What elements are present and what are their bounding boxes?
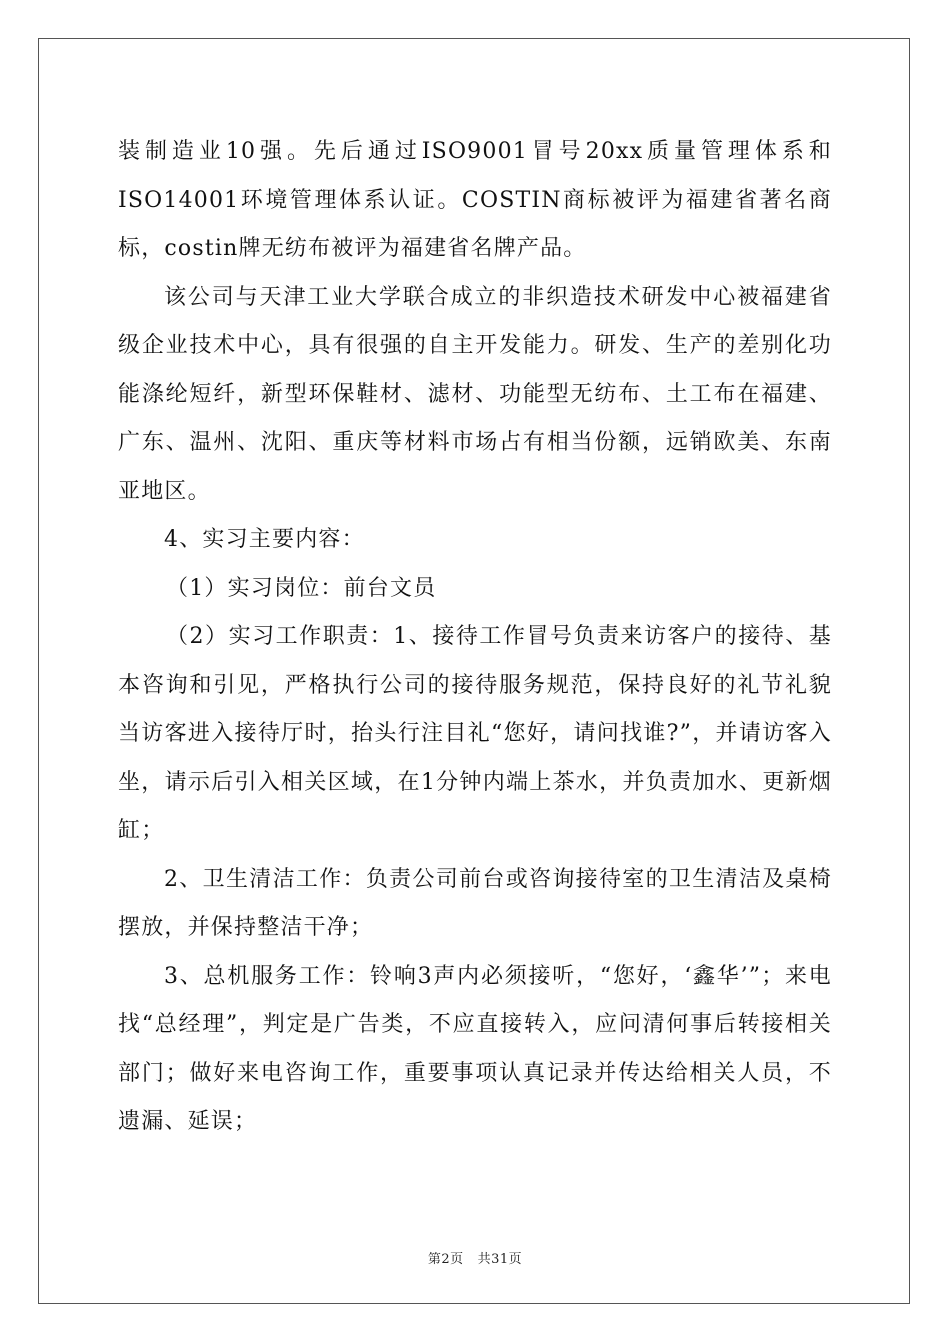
document-body: [118, 128, 832, 1147]
page-footer: [0, 1248, 950, 1267]
page-number: 第2页: [427, 1252, 464, 1267]
page-total: 共31页: [477, 1252, 523, 1267]
paragraph-5: （2）实习工作职责：1、接待工作冒号负责来访客户的接待、基本咨询和引见，严格执行公司的接待服务规范，保持良好的礼节礼貌当访客进入接待厅时，抬头行注目礼“您好，请问找谁?”，并请访客入坐，请示后引入相关区域，在1分钟内端上茶水，并负责加水、更新烟缸；: [118, 624, 832, 843]
paragraph-2: 该公司与天津工业大学联合成立的非织造技术研发中心被福建省级企业技术中心，具有很强的自主开发能力。研发、生产的差别化功能涤纶短纤，新型环保鞋材、滤材、功能型无纺布、土工布在福建、广东、温州、沈阳、重庆等材料市场占有相当份额，远销欧美、东南亚地区。: [118, 284, 832, 504]
paragraph-3: 4、实习主要内容：: [164, 527, 365, 552]
paragraph-7: 3、总机服务工作：铃响3声内必须接听，“您好，‘鑫华’”；来电找“总经理”，判定是广告类，不应直接转入，应问清何事后转接相关部门；做好来电咨询工作，重要事项认真记录并传达给相关人员，不遗漏、延误；: [118, 963, 832, 1134]
paragraph-4: （1）实习岗位：前台文员: [166, 575, 437, 601]
paragraph-1: 装制造业10强。先后通过ISO9001冒号20xx质量管理体系和ISO14001环境管理体系认证。COSTIN商标被评为福建省著名商标，costin牌无纺布被评为福建省名牌产品。: [118, 139, 832, 261]
paragraph-6: 2、卫生清洁工作：负责公司前台或咨询接待室的卫生清洁及桌椅摆放，并保持整洁干净；: [118, 866, 832, 940]
